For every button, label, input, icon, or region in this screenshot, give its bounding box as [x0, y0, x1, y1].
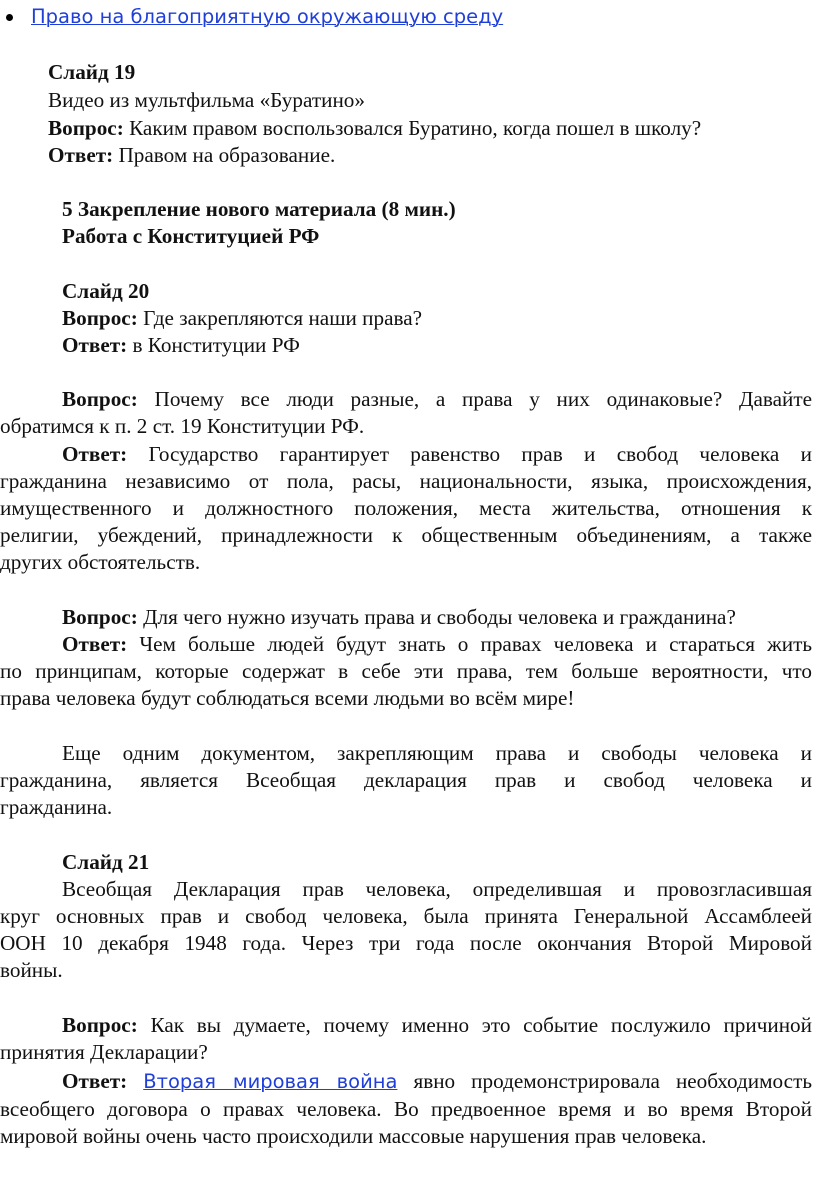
link-second-world-war[interactable]: Вторая мировая война: [143, 1070, 398, 1093]
slide-21-answer-line-1: Ответ: Вторая мировая война явно продемонстрировала необходимость: [62, 1069, 812, 1093]
slide-21-answer-line-3: мировой войны очень часто происходили массовые нарушения прав человека.: [0, 1124, 707, 1148]
slide-19-title: Слайд 19: [48, 60, 136, 84]
slide-20-answer-2-line-4: религии, убеждений, принадлежности к общественным объединениям, а также: [0, 523, 812, 547]
bullet-icon: [6, 14, 13, 21]
slide-20-question-2-line-1: Вопрос: Почему все люди разные, а права у них одинаковые? Давайте: [62, 387, 812, 411]
slide-19-answer: Ответ: Правом на образование.: [48, 143, 336, 167]
slide-20-answer-3-line-2: по принципам, которые содержат в себе эти права, тем больше вероятности, что: [0, 659, 812, 683]
slide-20-answer-1: Ответ: в Конституции РФ: [62, 333, 300, 357]
slide-21-paragraph-line-3: ООН 10 декабря 1948 года. Через три года после окончания Второй Мировой: [0, 931, 812, 955]
slide-20-title: Слайд 20: [62, 279, 150, 303]
slide-20-question-1: Вопрос: Где закрепляются наши права?: [62, 306, 423, 330]
declaration-paragraph-line-2: гражданина, является Всеобщая декларация прав и свобод человека и: [0, 768, 812, 792]
slide-19-question: Вопрос: Каким правом воспользовался Буратино, когда пошел в школу?: [48, 116, 702, 140]
slide-20-answer-2-line-2: гражданина независимо от пола, расы, национальности, языка, происхождения,: [0, 469, 812, 493]
slide-21-paragraph-line-4: войны.: [0, 958, 63, 982]
slide-20-question-3: Вопрос: Для чего нужно изучать права и свободы человека и гражданина?: [62, 605, 736, 629]
section-heading: 5 Закрепление нового материала (8 мин.): [62, 197, 456, 221]
slide-21-paragraph-line-1: Всеобщая Декларация прав человека, определившая и провозгласившая: [62, 877, 812, 901]
slide-21-title: Слайд 21: [62, 850, 150, 874]
slide-20-answer-2-line-1: Ответ: Государство гарантирует равенство прав и свобод человека и: [62, 442, 812, 466]
slide-20-answer-3-line-1: Ответ: Чем больше людей будут знать о правах человека и стараться жить: [62, 632, 812, 656]
slide-20-answer-2-line-5: других обстоятельств.: [0, 550, 201, 574]
slide-19-video: Видео из мультфильма «Буратино»: [48, 88, 365, 112]
link-environment-right[interactable]: Право на благоприятную окружающую среду: [31, 5, 504, 28]
slide-20-answer-3-line-3: права человека будут соблюдаться всеми людьми во всём мире!: [0, 686, 575, 710]
slide-20-question-2-line-2: обратимся к п. 2 ст. 19 Конституции РФ.: [0, 414, 365, 438]
slide-21-answer-line-2: всеобщего договора о правах человека. Во предвоенное время и во время Второй: [0, 1097, 812, 1121]
section-subheading: Работа с Конституцией РФ: [62, 224, 320, 248]
slide-21-question-line-2: принятия Декларации?: [0, 1040, 208, 1064]
slide-21-question-line-1: Вопрос: Как вы думаете, почему именно это событие послужило причиной: [62, 1013, 812, 1037]
slide-20-answer-2-line-3: имущественного и должностного положения, места жительства, отношения к: [0, 496, 812, 520]
declaration-paragraph-line-1: Еще одним документом, закрепляющим права и свободы человека и: [62, 741, 812, 765]
declaration-paragraph-line-3: гражданина.: [0, 795, 113, 819]
slide-21-paragraph-line-2: круг основных прав и свобод человека, была принята Генеральной Ассамблеей: [0, 904, 812, 928]
